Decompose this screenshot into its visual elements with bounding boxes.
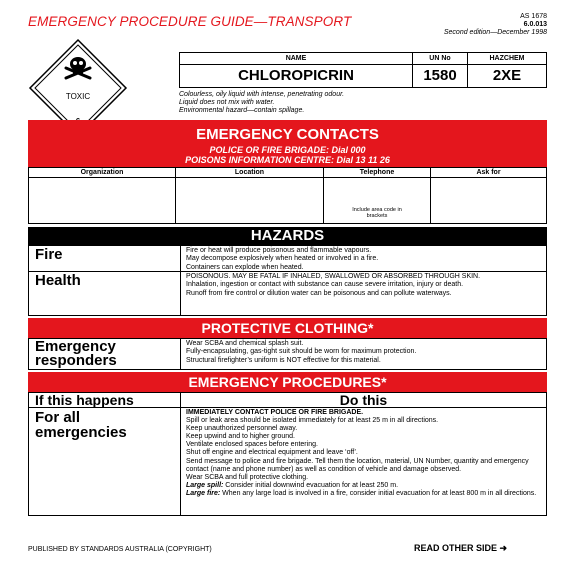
do-this-header: Do this: [339, 392, 388, 408]
procedure-line: Ventilate enclosed spaces before entering.: [186, 441, 318, 449]
standard-reference: [444, 13, 547, 37]
toxic-text: TOXIC: [65, 92, 91, 101]
ask-for-header: Ask for: [431, 168, 546, 178]
clothing-line: Fully-encapsulating, gas-tight suit should be worn for maximum protection.: [186, 348, 417, 356]
un-number-header: UN No: [413, 53, 467, 65]
health-hazard-row: [28, 272, 547, 316]
large-fire-label: Large fire:: [186, 489, 221, 497]
publisher-note: PUBLISHED BY STANDARDS AUSTRALIA (COPYRIGHT): [28, 546, 212, 553]
health-label: Health: [29, 272, 181, 315]
large-spill-label: Large spill:: [186, 481, 224, 489]
guide-number: 6.0.013: [523, 21, 547, 28]
protective-clothing-text: [181, 339, 546, 369]
emergency-procedures-banner: EMERGENCY PROCEDURES*: [28, 372, 547, 392]
label-line: For all: [35, 409, 81, 426]
product-identification-table: [179, 52, 547, 88]
hazchem-header: HAZCHEM: [468, 53, 546, 65]
fire-hazard-row: [28, 245, 547, 272]
standard-number: AS 1678: [520, 13, 547, 20]
clothing-line: Structural firefighter’s uniform is NOT effective for this material.: [186, 356, 381, 364]
emergency-contacts-banner: [28, 120, 547, 167]
name-header: NAME: [180, 53, 412, 65]
procedures-header-row: [28, 392, 547, 408]
label-line: emergencies: [35, 424, 127, 441]
fire-hazard-text: [181, 246, 546, 271]
un-number: 1580: [423, 67, 457, 84]
location-header: Location: [176, 168, 323, 178]
ask-for-column: [431, 168, 546, 223]
protective-clothing-banner: PROTECTIVE CLOTHING*: [28, 318, 547, 338]
organization-column: [29, 168, 176, 223]
un-number-column: [413, 53, 468, 87]
fire-line: Containers can explode when heated.: [186, 263, 304, 271]
organization-header: Organization: [29, 168, 175, 178]
organization-field[interactable]: [29, 178, 175, 223]
label-line: Emergency: [35, 338, 116, 355]
procedure-first-line: IMMEDIATELY CONTACT POLICE OR FIRE BRIGADE.: [186, 409, 364, 416]
guide-title: EMERGENCY PROCEDURE GUIDE—TRANSPORT: [28, 14, 352, 29]
procedure-line: Shut off engine and electrical equipment and leave ‘off’.: [186, 449, 358, 457]
large-spill-text: Consider initial downwind evacuation for at least 250 m.: [223, 481, 399, 489]
procedure-line: Keep upwind and to higher ground.: [186, 433, 295, 441]
large-spill-line: [186, 482, 541, 490]
emergency-contacts-title: EMERGENCY CONTACTS: [196, 126, 379, 143]
health-hazard-text: [181, 272, 546, 315]
if-this-happens-header: If this happens: [29, 393, 181, 407]
large-fire-line: [186, 490, 541, 498]
health-line: Inhalation, ingestion or contact with substance can cause severe irritation, injury or death.: [186, 281, 464, 289]
fire-line: May decompose explosively when heated or involved in a fire.: [186, 255, 379, 263]
contacts-table: [28, 167, 547, 224]
fire-label: Fire: [29, 246, 181, 271]
location-field[interactable]: [176, 178, 323, 223]
procedure-line: Wear SCBA and full protective clothing.: [186, 473, 309, 481]
poisons-centre-line: POISONS INFORMATION CENTRE: Dial 13 11 26: [185, 155, 390, 165]
hazards-banner: HAZARDS: [28, 227, 547, 245]
police-fire-line: POLICE OR FIRE BRIGADE: Dial 000: [209, 145, 366, 155]
fire-line: Fire or heat will produce poisonous and flammable vapours.: [186, 247, 372, 254]
read-other-side: READ OTHER SIDE ➜: [414, 543, 508, 553]
product-name: CHLOROPICRIN: [238, 67, 354, 84]
hazchem-code: 2XE: [492, 67, 522, 84]
label-line: responders: [35, 352, 117, 369]
description-line: Colourless, oily liquid with intense, penetrating odour.: [179, 91, 345, 98]
emergency-responders-label: [29, 339, 181, 369]
clothing-line: Wear SCBA and chemical splash suit.: [186, 340, 304, 347]
telephone-note-line: brackets: [366, 213, 388, 219]
edition: Second edition—December 1998: [443, 29, 547, 36]
all-emergencies-label: [29, 408, 181, 515]
telephone-column: [324, 168, 431, 223]
large-fire-text: When any large load is involved in a fire, consider initial evacuation for at least 800 m in all directions.: [220, 489, 537, 497]
location-column: [176, 168, 324, 223]
telephone-header: Telephone: [324, 168, 430, 178]
telephone-field[interactable]: [324, 178, 430, 223]
hazchem-column: [468, 53, 546, 87]
product-description: [179, 91, 344, 115]
telephone-note-line: Include area code in: [352, 207, 402, 213]
procedure-line: Keep unauthorized personnel away.: [186, 425, 298, 433]
name-column: [180, 53, 413, 87]
emergency-responders-row: [28, 338, 547, 370]
description-line: Liquid does not mix with water.: [179, 99, 275, 106]
ask-for-field[interactable]: [431, 178, 546, 223]
procedures-text: [181, 408, 546, 515]
description-line: Environmental hazard—contain spillage.: [179, 107, 305, 114]
telephone-note: [324, 207, 430, 219]
all-emergencies-row: [28, 408, 547, 516]
health-line: Runoff from fire control or dilution water can be poisonous and can pollute waterways.: [186, 289, 452, 297]
health-line: POISONOUS. MAY BE FATAL IF INHALED, SWALLOWED OR ABSORBED THROUGH SKIN.: [186, 273, 481, 280]
procedure-line: Spill or leak area should be isolated immediately for at least 25 m in all directions.: [186, 417, 439, 425]
procedure-line: Send message to police and fire brigade. Tell them the location, material, UN Number, quantity and emergency contact (name and phone number) as well as condition of vehicle and damage observed.: [186, 457, 529, 473]
